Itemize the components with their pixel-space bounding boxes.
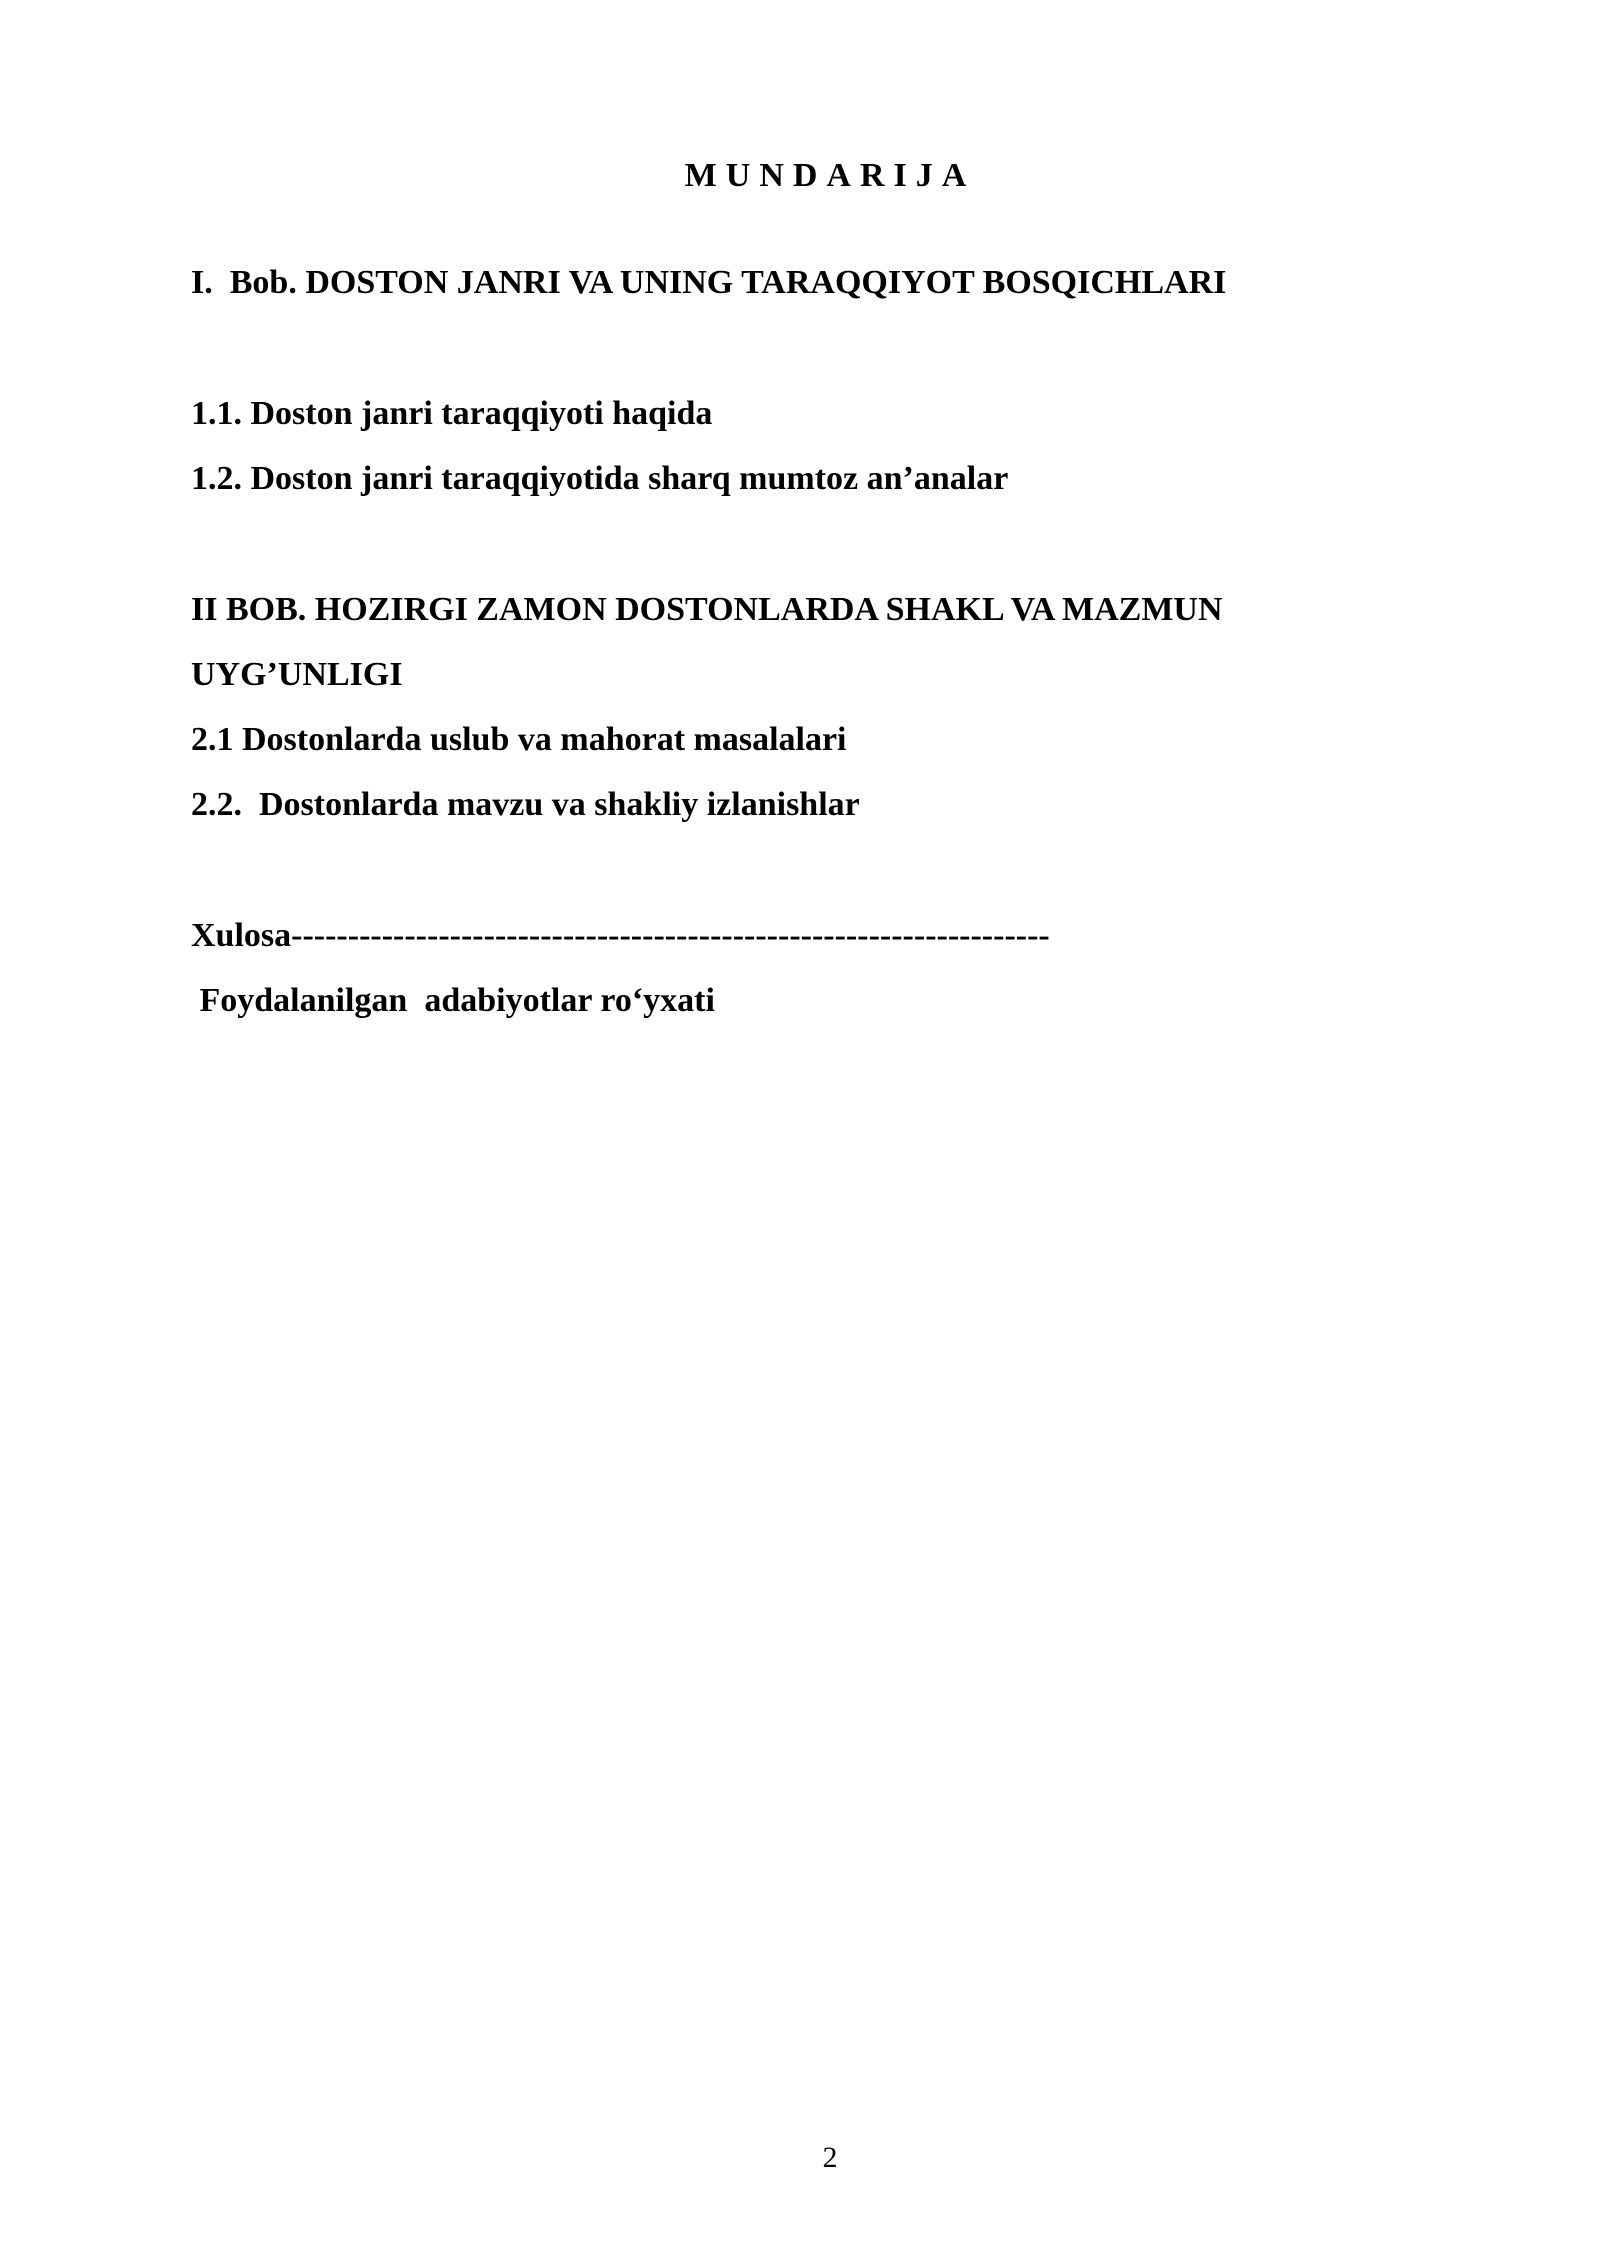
page-number: 2 — [822, 2141, 838, 2174]
chapter-2-heading-line-1: II BOB. HOZIRGI ZAMON DOSTONLARDA SHAKL VA MAZMUN — [191, 591, 1223, 628]
toc-title: MUNDARIJA — [684, 157, 976, 194]
conclusion-entry: Xulosa------------------------------------------------------------------- — [191, 917, 1050, 954]
section-1-2: 1.2. Doston janri taraqqiyotida sharq mumtoz an’analar — [191, 460, 1009, 497]
chapter-2-heading-line-2: UYG’UNLIGI — [191, 656, 403, 693]
section-1-1: 1.1. Doston janri taraqqiyoti haqida — [191, 395, 713, 432]
references-entry: Foydalanilgan adabiyotlar ro‘yxati — [191, 982, 715, 1019]
section-2-1: 2.1 Dostonlarda uslub va mahorat masalalari — [191, 721, 847, 758]
chapter-1-heading: I. Bob. DOSTON JANRI VA UNING TARAQQIYOT BOSQICHLARI — [191, 264, 1227, 301]
section-2-2: 2.2. Dostonlarda mavzu va shakliy izlanishlar — [191, 786, 860, 823]
